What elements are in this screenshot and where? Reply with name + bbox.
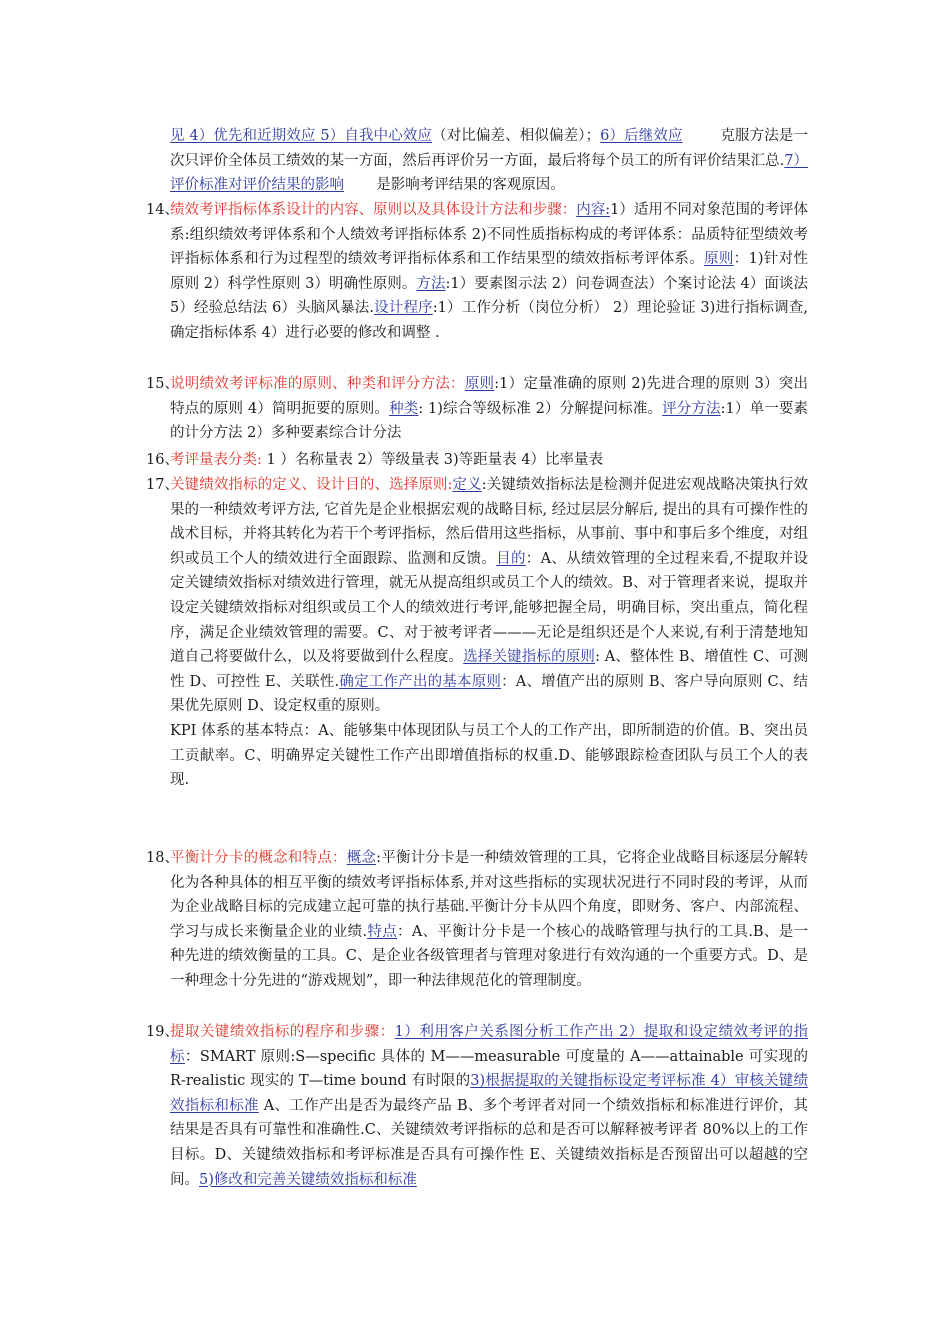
selection-principle-link: 选择关键指标的原则 <box>463 649 596 666</box>
smart-text: ：SMART 原则:S—specific 具体的 M——measurable 可度量的 A——attainable 可实现的 R-realistic 现实的 T—time bound 有时限的 <box>170 1048 808 1090</box>
item-title: 绩效考评指标体系设计的内容、原则以及具体设计方法和步骤： <box>170 202 577 218</box>
content-link: 内容: <box>576 202 611 218</box>
principle-text: ：1)针对性原则 2）科学性原则 3）明确性原则。 <box>170 251 808 292</box>
purpose-text: ：A、从绩效管理的全过程来看,不提取并设定关键绩效指标对绩效进行管理，就无从提高组织或员工个人的绩效。B、对于管理者来说，提取并设定关键绩效指标对组织或员工个人的绩效进行考评,能够把握全局，明确目标，突出重点，简化程序，满足企业绩效管理的需要。C、对于被考评者———无论是组织还是个人来说,有利于清楚地知道自己将要做什么，以及将要做到什么程度。 <box>170 550 809 666</box>
continued-paragraph <box>170 124 808 198</box>
design-procedure-text: :1）工作分析（岗位分析） 2）理论验证 3)进行指标调查, 确定指标体系 4）进行必要的修改和调整 . <box>170 300 809 341</box>
design-procedure-link: 设计程序 <box>374 300 433 317</box>
effect-list-link: 见 4）优先和近期效应 5）自我中心效应 <box>170 128 433 144</box>
bias-note: （对比偏差、相似偏差）； <box>432 128 601 144</box>
objective-cause-text: 是影响考评结果的客观原因。 <box>376 177 565 194</box>
concept-text: :平衡计分卡是一种绩效管理的工具，它将企业战略目标逐层分解转化为各种具体的相互平衡的绩效考评指标体系,并对这些指标的实现状况进行不同时段的考评，从而为企业战略目标的完成建立起可靠的执行基础.平衡计分卡从四个角度，即财务、客户、内部流程、学习与成长来衡量企业的业绩. <box>170 850 809 940</box>
purpose-link: 目的 <box>496 550 526 567</box>
principle-link: 原则 <box>464 376 495 392</box>
step-3-4-link: 3)根据提取的关键指标设定考评标准 4）审核关键绩效指标和标准 <box>170 1073 808 1114</box>
item-title: 平衡计分卡的概念和特点： <box>170 850 347 866</box>
feature-text: ：A、平衡计分卡是一个核心的战略管理与执行的工具.B、是一种先进的绩效衡量的工具。C、是企业各级管理者与管理对象进行有效沟通的一个重要方式。D、是一种理念十分先进的“游戏规划”，即一种法律规范化的管理制度。 <box>170 923 809 989</box>
item-title: 关键绩效指标的定义、设计目的、选择原则: <box>170 477 453 493</box>
item-title: 说明绩效考评标准的原则、种类和评分方法： <box>170 376 465 392</box>
content-text: 1）适用不同对象范围的考评体系:组织绩效考评体系和个人绩效考评指标体系 2)不同性质指标构成的考评体系：品质特征型绩效考评指标体系和行为过程型的绩效考评指标体系和工作结果型的绩效指标考评体系。 <box>170 202 808 268</box>
step-1-2-link: 1）利用客户关系图分析工作产出 2）提取和设定绩效考评的指标 <box>170 1024 809 1065</box>
item-title: 考评量表分类: <box>170 452 262 468</box>
item-17 <box>146 473 808 793</box>
item-15 <box>146 372 808 446</box>
definition-link: 定义 <box>452 477 482 493</box>
selection-principle-text: : A、整体性 B、增值性 C、可测性 D、可控性 E、关联性. <box>170 649 809 690</box>
method-text: :1）要素图示法 2）问卷调查法）个案讨论法 4）面谈法 5）经验总结法 6）头脑风暴法. <box>170 275 809 317</box>
scoring-method-text: :1）单一要素的计分方法 2）多种要素综合计分法 <box>170 400 808 442</box>
item-number: 19、 <box>146 1024 179 1040</box>
item-19 <box>146 1020 808 1192</box>
definition-text: :关键绩效指标法是检测并促进宏观战略决策执行效果的一种绩效考评方法, 它首先是企业根据宏观的战略目标, 经过层层分解后, 提出的具有可操作性的战术目标，并将其转化为若干个考评指标，然后借用这些指标，从事前、事中和事后多个维度，对组织或员工个人的绩效进行全面跟踪、监测和反馈。 <box>170 477 808 567</box>
item-title: 提取关键绩效指标的程序和步骤： <box>170 1024 395 1040</box>
item-14 <box>146 198 808 346</box>
method-link: 方法 <box>416 275 446 292</box>
item-number: 15、 <box>146 376 179 392</box>
principle-link: 原则 <box>704 251 734 268</box>
output-principle-text: ：A、增值产出的原则 B、客户导向原则 C、结果优先原则 D、设定权重的原则。 <box>170 673 808 715</box>
scoring-method-link: 评分方法 <box>662 400 721 417</box>
standard-impact-link: 7）评价标准对评价结果的影响 <box>170 152 808 194</box>
successor-effect-link: 6）后继效应 <box>600 128 683 144</box>
step-5-link: 5)修改和完善关键绩效指标和标准 <box>199 1171 417 1188</box>
item-number: 18、 <box>146 850 179 866</box>
type-link: 种类 <box>389 400 419 417</box>
scale-types-text: 1 ）名称量表 2）等级量表 3)等距量表 4）比率量表 <box>261 452 603 468</box>
output-principle-link: 确定工作产出的基本原则 <box>339 673 502 690</box>
review-criteria-text: A、工作产出是否为最终产品 B、多个考评者对同一个绩效指标和标准进行评价，其结果是否具有可靠性和准确性.C、关键绩效考评指标的总和是否可以解释被考评者 80%以上的工作目标。D、关键绩效指标和考评标准是否具有可操作性 E、关键绩效指标是否预留出可以超越的空间。 <box>170 1097 809 1188</box>
principle-text: :1）定量准确的原则 2)先进合理的原则 3）突出特点的原则 4）简明扼要的原则。 <box>170 376 809 417</box>
item-18 <box>146 846 808 994</box>
feature-link: 特点 <box>367 923 398 940</box>
type-text: : 1)综合等级标准 2）分解提问标准。 <box>418 400 663 417</box>
item-number: 16、 <box>146 452 179 468</box>
item-16 <box>146 448 808 473</box>
overcome-method-text: 克服方法是一次只评价全体员工绩效的某一方面，然后再评价另一方面，最后将每个员工的所有评价结果汇总. <box>170 128 809 169</box>
kpi-features-paragraph: KPI 体系的基本特点：A、能够集中体现团队与员工个人的工作产出，即所制造的价值。B、突出员工贡献率。C、明确界定关键性工作产出即增值指标的权重.D、能够跟踪检查团队与员工个人的表现. <box>170 722 808 789</box>
item-number: 14、 <box>146 202 179 218</box>
concept-link: 概念 <box>346 850 377 866</box>
item-number: 17、 <box>146 477 179 493</box>
